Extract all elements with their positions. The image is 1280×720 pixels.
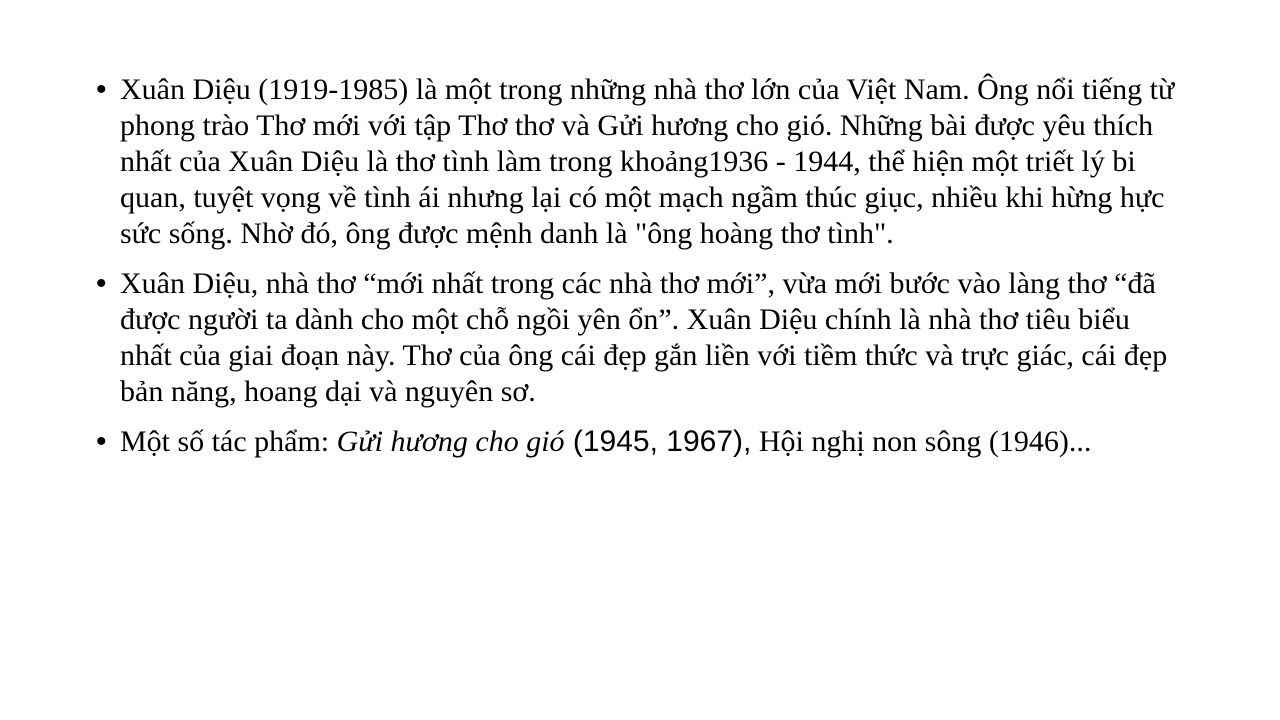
- bullet-text: [120, 424, 1186, 460]
- bullet-marker: •: [96, 73, 107, 106]
- works-years: (1945, 1967),: [564, 425, 752, 458]
- bullet-item-2: [96, 266, 1186, 410]
- bullet-text: Xuân Diệu (1919-1985) là một trong những nhà thơ lớn của Việt Nam. Ông nổi tiếng từ phong trào Thơ mới với tập Thơ thơ và Gửi hương cho gió. Những bài được yêu thích nhất của Xuân Diệu là thơ tình làm trong khoảng1936 - 1944, thể hiện một triết lý bi quan, tuyệt vọng về tình ái nhưng lại có một mạch ngầm thúc giục, nhiều khi hừng hực sức sống. Nhờ đó, ông được mệnh danh là "ông hoàng thơ tình".: [120, 73, 1175, 250]
- bullet-item-1: [96, 72, 1186, 252]
- bullet-marker: •: [96, 425, 107, 458]
- bullet-list: [96, 72, 1186, 474]
- bullet-marker: •: [96, 267, 107, 300]
- works-prefix: Một số tác phẩm:: [120, 425, 337, 458]
- works-italic-title: Gửi hương cho gió: [336, 425, 565, 458]
- bullet-text: Xuân Diệu, nhà thơ “mới nhất trong các nhà thơ mới”, vừa mới bước vào làng thơ “đã được người ta dành cho một chỗ ngồi yên ổn”. Xuân Diệu chính là nhà thơ tiêu biểu nhất của giai đoạn này. Thơ của ông cái đẹp gắn liền với tiềm thức và trực giác, cái đẹp bản năng, hoang dại và nguyên sơ.: [120, 267, 1168, 408]
- bullet-item-3: [96, 424, 1186, 460]
- works-suffix: Hội nghị non sông (1946)...: [751, 425, 1092, 458]
